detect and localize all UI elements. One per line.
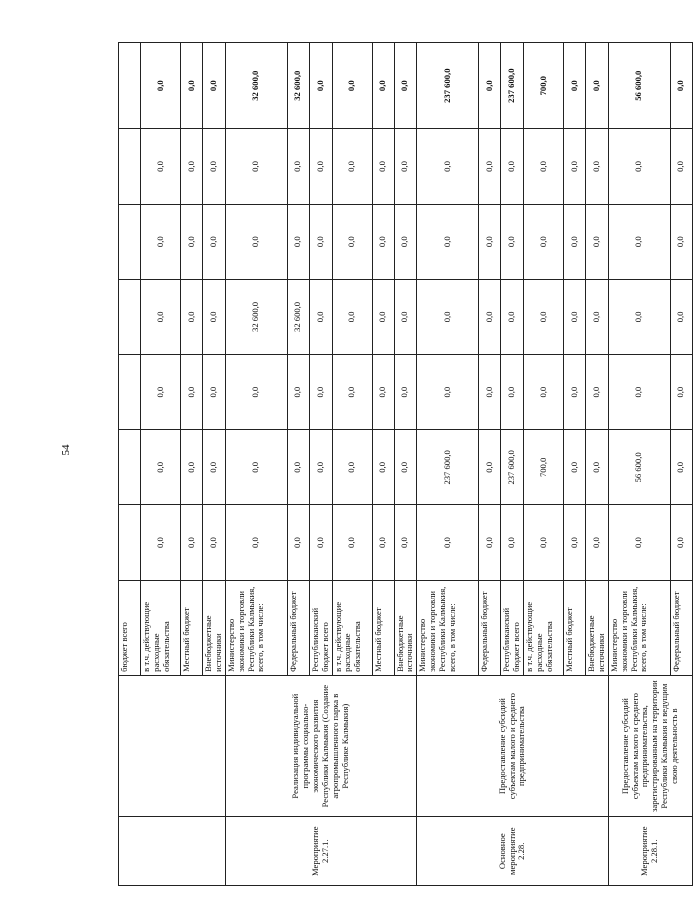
table-row: [608, 43, 670, 886]
table-row: [119, 43, 141, 886]
funding-source-cell: Федеральный бюджет: [479, 580, 501, 675]
year-value-cell: [119, 204, 141, 279]
year-value-cell: 0,0: [564, 505, 586, 580]
event-code-cell: Мероприятие 2.28.1.: [608, 817, 692, 886]
year-value-cell: 0,0: [203, 505, 226, 580]
year-value-cell: 0,0: [479, 355, 501, 430]
funding-source-cell: Внебюджетные источники: [203, 580, 226, 675]
year-value-cell: 0,0: [372, 355, 394, 430]
year-value-cell: 0,0: [287, 204, 309, 279]
year-value-cell: 0,0: [181, 505, 203, 580]
total-value-cell: 0,0: [332, 43, 372, 129]
year-value-cell: 0,0: [524, 204, 564, 279]
funding-source-cell: Министерство экономики и торговли Республики Калмыкия, всего, в том числе:: [417, 580, 479, 675]
funding-source-cell: в т.ч. действующие расходные обязательства: [332, 580, 372, 675]
year-value-cell: 0,0: [501, 355, 524, 430]
year-value-cell: 0,0: [332, 204, 372, 279]
funding-source-cell: Федеральный бюджет: [670, 580, 692, 675]
funding-source-cell: Местный бюджет: [181, 580, 203, 675]
total-value-cell: 0,0: [372, 43, 394, 129]
event-name-cell: [119, 675, 226, 817]
year-value-cell: 0,0: [501, 505, 524, 580]
year-value-cell: 32 600,0: [225, 279, 287, 354]
year-value-cell: 0,0: [394, 129, 417, 204]
year-value-cell: 0,0: [372, 129, 394, 204]
funding-source-cell: Министерство экономики и торговли Республики Калмыкия, всего, в том числе:: [608, 580, 670, 675]
year-value-cell: 0,0: [141, 279, 181, 354]
year-value-cell: 0,0: [287, 355, 309, 430]
year-value-cell: 0,0: [309, 505, 332, 580]
funding-source-cell: Министерство экономики и торговли Республики Калмыкия, всего, в том числе:: [225, 580, 287, 675]
total-value-cell: 32 600,0: [287, 43, 309, 129]
year-value-cell: 0,0: [479, 430, 501, 505]
year-value-cell: 0,0: [225, 129, 287, 204]
year-value-cell: 0,0: [372, 204, 394, 279]
year-value-cell: 0,0: [287, 129, 309, 204]
year-value-cell: 0,0: [309, 279, 332, 354]
funding-source-cell: Местный бюджет: [372, 580, 394, 675]
year-value-cell: 0,0: [394, 430, 417, 505]
year-value-cell: 0,0: [524, 505, 564, 580]
year-value-cell: 0,0: [372, 430, 394, 505]
year-value-cell: 0,0: [479, 129, 501, 204]
year-value-cell: 0,0: [225, 505, 287, 580]
year-value-cell: 0,0: [141, 129, 181, 204]
year-value-cell: 0,0: [417, 355, 479, 430]
funding-source-cell: в т.ч. действующие расходные обязательства: [141, 580, 181, 675]
year-value-cell: 0,0: [608, 279, 670, 354]
year-value-cell: 0,0: [394, 355, 417, 430]
year-value-cell: 0,0: [394, 279, 417, 354]
event-code-cell: Мероприятие 2.27.1.: [225, 817, 417, 886]
year-value-cell: 0,0: [564, 355, 586, 430]
year-value-cell: 0,0: [309, 430, 332, 505]
year-value-cell: 0,0: [141, 355, 181, 430]
event-code-cell: [119, 817, 226, 886]
total-value-cell: 0,0: [181, 43, 203, 129]
year-value-cell: 0,0: [670, 505, 692, 580]
year-value-cell: 0,0: [501, 129, 524, 204]
year-value-cell: 0,0: [586, 355, 609, 430]
year-value-cell: 0,0: [287, 430, 309, 505]
year-value-cell: 0,0: [670, 279, 692, 354]
total-value-cell: 0,0: [309, 43, 332, 129]
year-value-cell: 0,0: [309, 129, 332, 204]
total-value-cell: 56 600,0: [608, 43, 670, 129]
year-value-cell: 0,0: [181, 355, 203, 430]
year-value-cell: 0,0: [586, 129, 609, 204]
year-value-cell: 0,0: [141, 505, 181, 580]
year-value-cell: 0,0: [372, 505, 394, 580]
table-viewport: [118, 42, 686, 886]
year-value-cell: 0,0: [670, 129, 692, 204]
year-value-cell: 0,0: [586, 279, 609, 354]
year-value-cell: 0,0: [564, 430, 586, 505]
year-value-cell: 0,0: [309, 204, 332, 279]
year-value-cell: 0,0: [670, 430, 692, 505]
total-value-cell: 0,0: [394, 43, 417, 129]
year-value-cell: 0,0: [524, 279, 564, 354]
year-value-cell: 0,0: [608, 355, 670, 430]
year-value-cell: 0,0: [564, 204, 586, 279]
year-value-cell: 237 600,0: [501, 430, 524, 505]
year-value-cell: 32 600,0: [287, 279, 309, 354]
year-value-cell: 0,0: [608, 129, 670, 204]
year-value-cell: 0,0: [141, 430, 181, 505]
year-value-cell: 0,0: [501, 204, 524, 279]
budget-table: [118, 42, 693, 886]
year-value-cell: 0,0: [670, 355, 692, 430]
year-value-cell: 0,0: [417, 279, 479, 354]
page-number: 54: [60, 444, 72, 456]
year-value-cell: [119, 129, 141, 204]
funding-source-cell: бюджет всего: [119, 580, 141, 675]
year-value-cell: [119, 505, 141, 580]
year-value-cell: 0,0: [417, 204, 479, 279]
funding-source-cell: Внебюджетные источники: [586, 580, 609, 675]
year-value-cell: 0,0: [203, 129, 226, 204]
year-value-cell: 0,0: [479, 279, 501, 354]
funding-source-cell: Внебюджетные источники: [394, 580, 417, 675]
total-value-cell: 700,0: [524, 43, 564, 129]
year-value-cell: [119, 355, 141, 430]
year-value-cell: 0,0: [564, 279, 586, 354]
year-value-cell: 0,0: [141, 204, 181, 279]
year-value-cell: 0,0: [203, 204, 226, 279]
year-value-cell: 0,0: [181, 204, 203, 279]
year-value-cell: 0,0: [225, 430, 287, 505]
total-value-cell: 0,0: [203, 43, 226, 129]
funding-source-cell: в т.ч. действующие расходные обязательства: [524, 580, 564, 675]
year-value-cell: 0,0: [225, 355, 287, 430]
total-value-cell: 0,0: [141, 43, 181, 129]
total-value-cell: 0,0: [479, 43, 501, 129]
total-value-cell: 0,0: [670, 43, 692, 129]
table-row: [417, 43, 479, 886]
year-value-cell: 0,0: [586, 505, 609, 580]
year-value-cell: 0,0: [287, 505, 309, 580]
event-name-cell: Реализация индивидуальной программы социально-экономического развития Республики Калмыкия (Создание агропромышленного парка в Республике Калмыкия): [225, 675, 417, 817]
total-value-cell: 237 600,0: [501, 43, 524, 129]
year-value-cell: 0,0: [225, 204, 287, 279]
year-value-cell: 0,0: [372, 279, 394, 354]
year-value-cell: 0,0: [608, 204, 670, 279]
total-value-cell: 32 600,0: [225, 43, 287, 129]
year-value-cell: 0,0: [203, 355, 226, 430]
year-value-cell: 56 600,0: [608, 430, 670, 505]
year-value-cell: 0,0: [479, 204, 501, 279]
event-name-cell: Предоставление субсидий субъектам малого и среднего предпринимательства: [417, 675, 609, 817]
year-value-cell: 0,0: [394, 505, 417, 580]
year-value-cell: 0,0: [501, 279, 524, 354]
year-value-cell: 0,0: [203, 279, 226, 354]
year-value-cell: 0,0: [564, 129, 586, 204]
total-value-cell: 0,0: [564, 43, 586, 129]
year-value-cell: 0,0: [479, 505, 501, 580]
year-value-cell: 0,0: [417, 505, 479, 580]
year-value-cell: 0,0: [309, 355, 332, 430]
year-value-cell: 700,0: [524, 430, 564, 505]
year-value-cell: [119, 430, 141, 505]
year-value-cell: 0,0: [586, 204, 609, 279]
funding-source-cell: Федеральный бюджет: [287, 580, 309, 675]
event-code-cell: Основное мероприятие 2.28.: [417, 817, 609, 886]
year-value-cell: 0,0: [608, 505, 670, 580]
total-value-cell: 0,0: [586, 43, 609, 129]
year-value-cell: 0,0: [181, 430, 203, 505]
year-value-cell: 0,0: [203, 430, 226, 505]
funding-source-cell: Республиканский бюджет всего: [501, 580, 524, 675]
total-value-cell: 237 600,0: [417, 43, 479, 129]
year-value-cell: [119, 279, 141, 354]
table-row: [225, 43, 287, 886]
funding-source-cell: Республиканский бюджет всего: [309, 580, 332, 675]
year-value-cell: 0,0: [332, 279, 372, 354]
total-value-cell: [119, 43, 141, 129]
year-value-cell: 0,0: [332, 430, 372, 505]
year-value-cell: 0,0: [181, 279, 203, 354]
year-value-cell: 0,0: [332, 355, 372, 430]
year-value-cell: 0,0: [181, 129, 203, 204]
year-value-cell: 0,0: [332, 505, 372, 580]
year-value-cell: 237 600,0: [417, 430, 479, 505]
year-value-cell: 0,0: [670, 204, 692, 279]
year-value-cell: 0,0: [332, 129, 372, 204]
funding-source-cell: Местный бюджет: [564, 580, 586, 675]
year-value-cell: 0,0: [524, 129, 564, 204]
year-value-cell: 0,0: [417, 129, 479, 204]
year-value-cell: 0,0: [524, 355, 564, 430]
year-value-cell: 0,0: [586, 430, 609, 505]
year-value-cell: 0,0: [394, 204, 417, 279]
event-name-cell: Предоставление субсидий субъектам малого и среднего предпринимательства, зарегистрированным на территории Республики Калмыкия и ведущим свою деятельность в: [608, 675, 692, 817]
